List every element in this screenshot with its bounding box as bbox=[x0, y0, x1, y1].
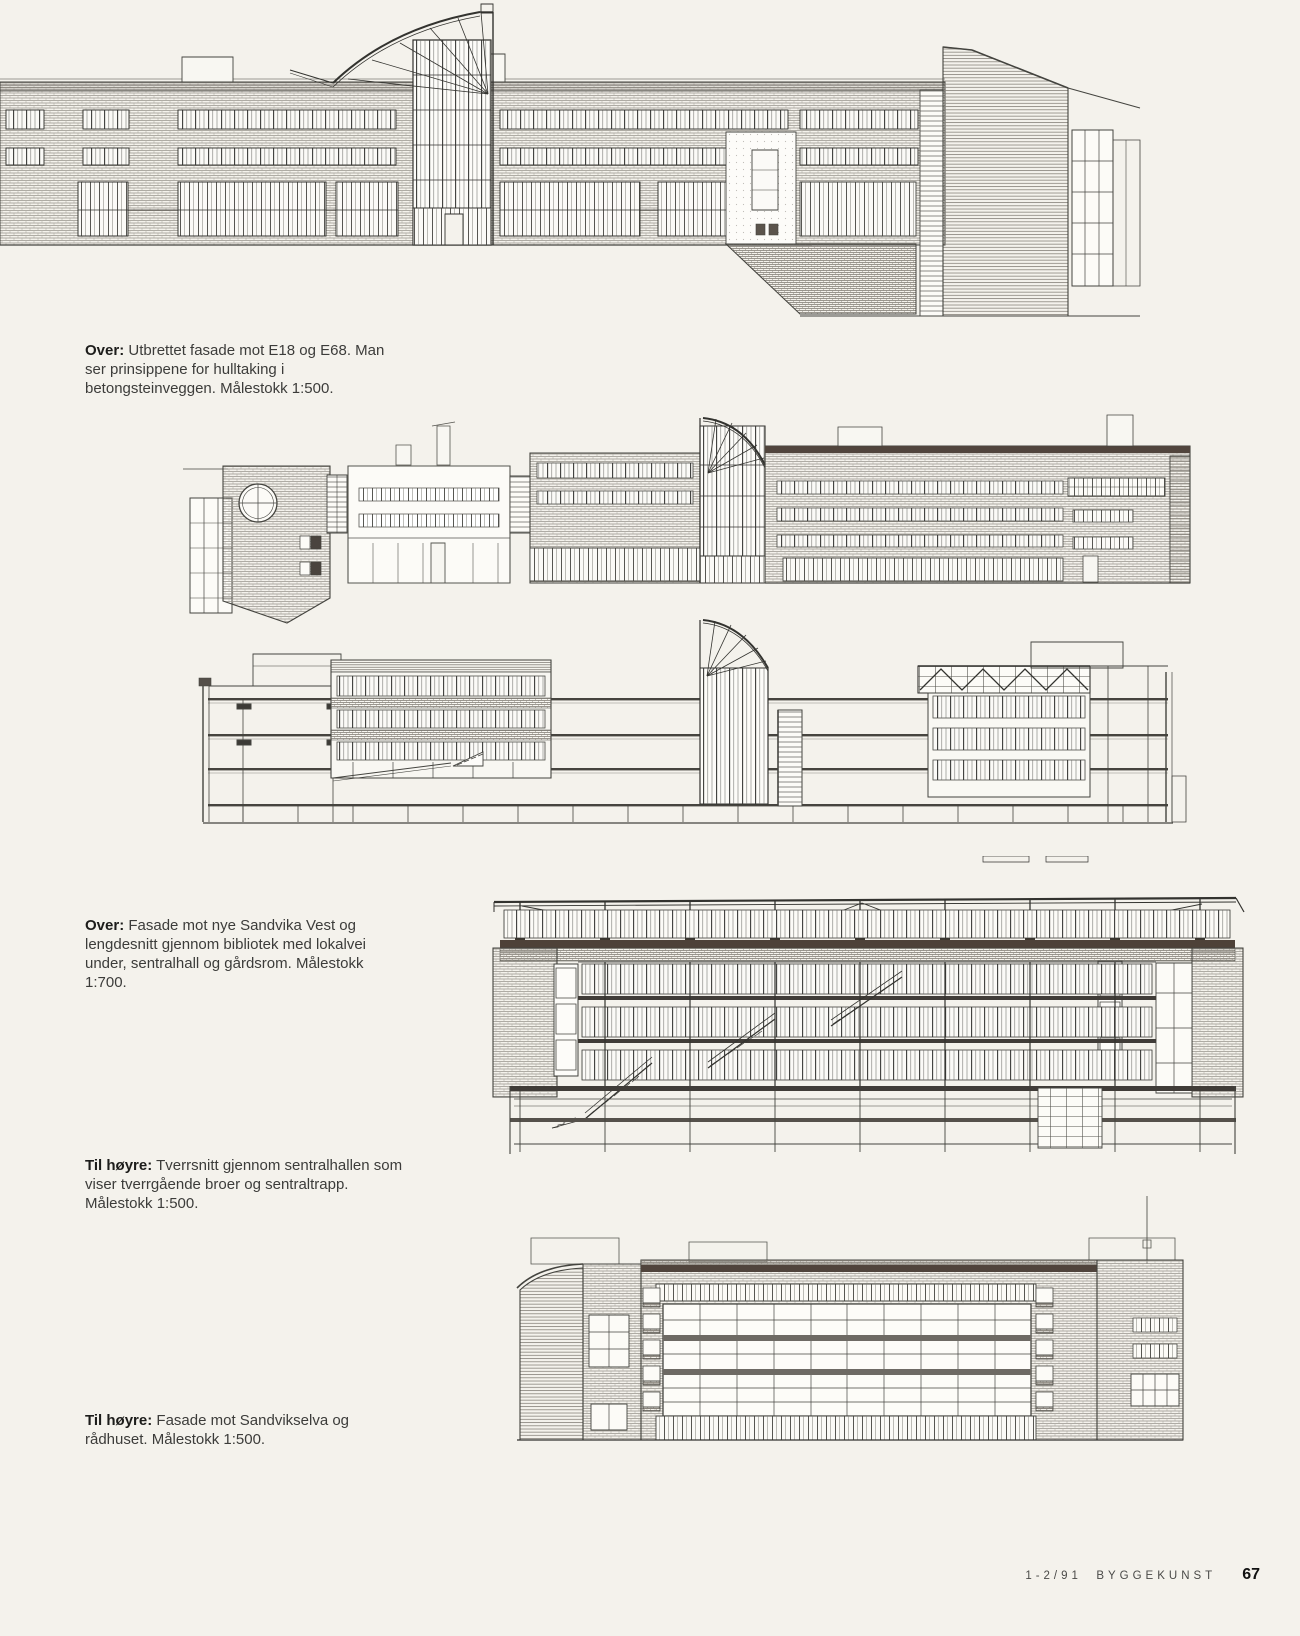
caption-lead: Over: bbox=[85, 342, 125, 359]
caption-facade-e18 bbox=[85, 341, 403, 398]
caption-tverrsnitt bbox=[85, 1156, 403, 1213]
page-footer bbox=[960, 1566, 1260, 1584]
central-stair-shaft bbox=[778, 710, 802, 806]
gallery-window-bands bbox=[578, 962, 1156, 1086]
caption-text: Tverrsnitt gjennom sentralhallen som viser tverrgående broer og sentraltrapp. Målestokk 1:500. bbox=[85, 1157, 403, 1212]
main-river-facade bbox=[641, 1260, 1097, 1440]
longitudinal-section-svg bbox=[183, 616, 1188, 830]
caption-sandvikselva bbox=[85, 1411, 403, 1449]
left-brick-wing bbox=[583, 1264, 641, 1440]
footer-issue-magazine bbox=[1025, 1570, 1216, 1582]
elevation-facade-e18-e68-svg bbox=[0, 0, 1245, 322]
elevation-facade-sandvika-vest-svg bbox=[183, 396, 1195, 648]
caption-sandvika-vest bbox=[85, 916, 403, 992]
roof-outlines bbox=[531, 1196, 1175, 1264]
far-right-glazed-wing bbox=[1072, 130, 1140, 286]
brick-mass-with-porthole bbox=[223, 466, 330, 623]
brick-block-b bbox=[530, 453, 700, 583]
hall-inner-facade bbox=[928, 693, 1090, 797]
longitudinal-section bbox=[183, 616, 1188, 830]
white-office-block bbox=[348, 422, 510, 583]
curved-corner-block bbox=[517, 1264, 583, 1440]
page-number: 67 bbox=[1242, 1566, 1260, 1583]
caption-text: Fasade mot Sandvikselva og rådhuset. Målestokk 1:500. bbox=[85, 1412, 350, 1448]
issue-number: 1-2/91 bbox=[1025, 1570, 1082, 1582]
elevation-facade-sandvika-vest bbox=[183, 396, 1195, 648]
long-brick-facade bbox=[765, 415, 1190, 583]
caption-text: Utbrettet fasade mot E18 og E68. Man ser prinsippene for hulltaking i betongsteinveggen. Målestokk 1:500. bbox=[85, 342, 385, 397]
caption-lead: Til høyre: bbox=[85, 1157, 153, 1174]
left-section-wall bbox=[199, 654, 353, 822]
right-brick-wing bbox=[1097, 1260, 1183, 1440]
roof-truss bbox=[918, 666, 1090, 693]
link-bridge-right bbox=[510, 476, 530, 533]
library-inner-facade bbox=[331, 660, 551, 781]
fan-tower-section bbox=[700, 620, 768, 804]
elevation-facade-sandvikselva bbox=[493, 1188, 1193, 1442]
spandrel-bands bbox=[500, 940, 1235, 961]
basement-columns bbox=[203, 806, 1173, 823]
link-bridge-left bbox=[327, 475, 347, 533]
cross-section-central-hall-svg bbox=[490, 856, 1248, 1158]
caption-lead: Til høyre: bbox=[85, 1412, 153, 1429]
caption-lead: Over: bbox=[85, 917, 125, 934]
magazine-name: BYGGEKUNST bbox=[1096, 1570, 1217, 1582]
elevation-facade-e18-e68 bbox=[0, 0, 1245, 322]
basement-levels bbox=[510, 1086, 1236, 1154]
roof-structure bbox=[494, 856, 1244, 942]
elevation-facade-sandvikselva-svg bbox=[493, 1188, 1193, 1442]
cross-section-central-hall bbox=[490, 856, 1248, 1158]
caption-text: Fasade mot nye Sandvika Vest og lengdesnitt gjennom bibliotek med lokalvei under, sentralhall og gårdsrom. Målestokk 1:700. bbox=[85, 917, 367, 991]
fan-tower bbox=[700, 418, 765, 583]
